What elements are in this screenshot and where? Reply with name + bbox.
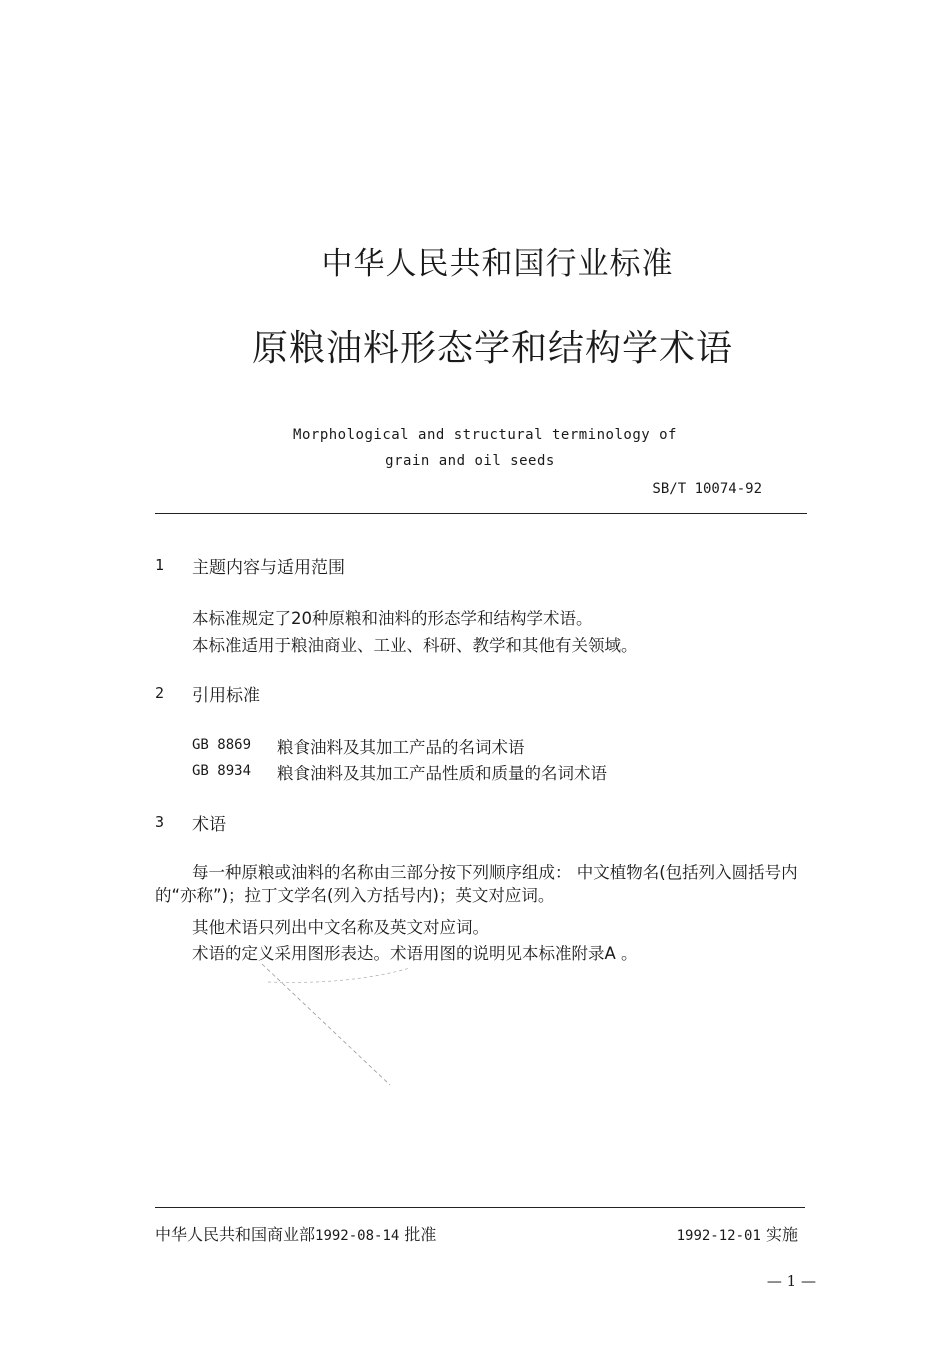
section-number: 3 — [155, 813, 165, 831]
paragraph: 本标准规定了20种原粮和油料的形态学和结构学术语。 — [192, 609, 593, 628]
issuer: 中华人民共和国商业部 — [155, 1225, 316, 1244]
effective-info — [677, 1222, 798, 1245]
section-title: 主题内容与适用范围 — [192, 558, 345, 578]
paragraph: 每一种原粮或油料的名称由三部分按下列顺序组成： 中文植物名(包括列入圆括号内的“亦称”)；拉丁文学名(列入方括号内)；英文对应词。 — [155, 863, 798, 905]
english-title-line-1: Morphological and structural terminology of — [293, 427, 677, 443]
reference-code: GB 8869 — [192, 737, 252, 753]
paragraph: 术语的定义采用图形表达。术语用图的说明见本标准附录A 。 — [192, 944, 638, 963]
section-title: 引用标准 — [192, 686, 260, 706]
standard-code: SB/T 10074-92 — [652, 481, 762, 497]
english-title-line-2: grain and oil seeds — [385, 453, 555, 469]
reference-name: 粮食油料及其加工产品性质和质量的名词术语 — [277, 764, 607, 783]
section-number: 2 — [155, 684, 165, 702]
standard-type-heading: 中华人民共和国行业标准 — [321, 246, 674, 282]
approval-info — [155, 1222, 436, 1245]
paragraph: 本标准适用于粮油商业、工业、科研、教学和其他有关领域。 — [192, 636, 638, 655]
reference-name: 粮食油料及其加工产品的名词术语 — [277, 738, 525, 757]
paragraph: 其他术语只列出中文名称及英文对应词。 — [192, 918, 489, 937]
footer-divider — [155, 1207, 805, 1208]
section-title: 术语 — [192, 815, 226, 835]
approve-date: 1992-08-14 — [315, 1228, 400, 1244]
section-number: 1 — [155, 556, 165, 574]
reference-code: GB 8934 — [192, 763, 252, 779]
document-title: 原粮油料形态学和结构学术语 — [251, 328, 733, 369]
page-number: — 1 — — [766, 1272, 816, 1290]
effective-label: 实施 — [765, 1225, 798, 1244]
effective-date: 1992-12-01 — [676, 1228, 761, 1244]
approve-label: 批准 — [404, 1225, 437, 1244]
